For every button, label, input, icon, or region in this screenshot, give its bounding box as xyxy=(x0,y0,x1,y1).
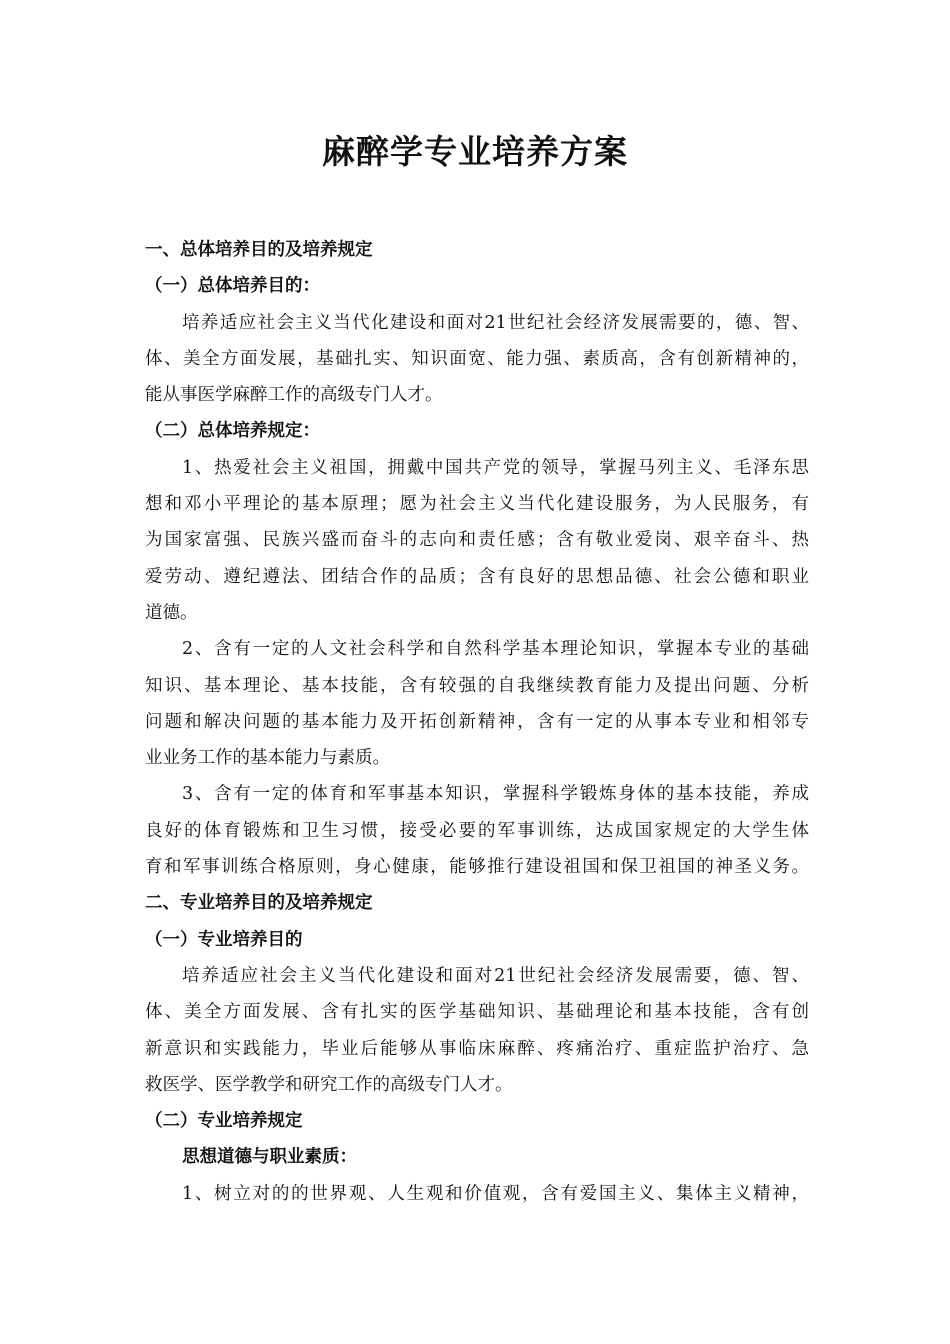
paragraph-line: 3、含有一定的体育和军事基本知识，掌握科学锻炼身体的基本技能，养成 xyxy=(182,784,809,805)
paragraph-line: 体、美全方面发展、含有扎实的医学基础知识、基础理论和基本技能，含有创 xyxy=(145,1002,809,1023)
section-heading: （一）总体培养目的： xyxy=(145,276,320,297)
paragraph-line: 爱劳动、遵纪遵法、团结合作的品质；含有良好的思想品德、社会公德和职业 xyxy=(145,566,809,587)
section-heading: （二）专业培养规定 xyxy=(145,1111,303,1132)
paragraph-line: 知识、基本理论、基本技能，含有较强的自我继续教育能力及提出问题、分析 xyxy=(145,675,809,696)
paragraph-line: 业业务工作的基本能力与素质。 xyxy=(145,748,390,769)
paragraph-line: 1、树立对的的世界观、人生观和价值观，含有爱国主义、集体主义精神， xyxy=(182,1183,809,1204)
document-title: 麻醉学专业培养方案 xyxy=(322,132,628,171)
section-heading: （一）专业培养目的 xyxy=(145,929,303,950)
paragraph-line: 育和军事训练合格原则，身心健康，能够推行建设祖国和保卫祖国的神圣义务。 xyxy=(145,857,809,878)
paragraph-line: 想和邓小平理论的基本原理；愿为社会主义当代化建设服务，为人民服务，有 xyxy=(145,494,809,515)
section-heading: 一、总体培养目的及培养规定 xyxy=(145,240,373,260)
section-heading: 思想道德与职业素质： xyxy=(182,1147,357,1168)
paragraph-line: 问题和解决问题的基本能力及开拓创新精神，含有一定的从事本专业和相邻专 xyxy=(145,711,809,732)
paragraph-line: 为国家富强、民族兴盛而奋斗的志向和责任感；含有敬业爱岗、艰辛奋斗、热 xyxy=(145,530,809,551)
paragraph-line: 培养适应社会主义当代化建设和面对21世纪社会经济发展需要，德、智、 xyxy=(182,965,809,986)
paragraph-line: 1、热爱社会主义祖国，拥戴中国共产党的领导，掌握马列主义、毛泽东思 xyxy=(182,457,809,478)
paragraph-line: 能从事医学麻醉工作的高级专门人才。 xyxy=(145,385,443,406)
section-heading: 二、专业培养目的及培养规定 xyxy=(145,893,373,914)
paragraph-line: 体、美全方面发展，基础扎实、知识面宽、能力强、素质高，含有创新精神的， xyxy=(145,348,809,369)
section-heading: （二）总体培养规定： xyxy=(145,421,320,442)
paragraph-line: 救医学、医学教学和研究工作的高级专门人才。 xyxy=(145,1074,513,1095)
paragraph-line: 新意识和实践能力，毕业后能够从事临床麻醉、疼痛治疗、重症监护治疗、急 xyxy=(145,1038,809,1059)
paragraph-line: 道德。 xyxy=(145,602,198,623)
paragraph-line: 良好的体育锻炼和卫生习惯，接受必要的军事训练，达成国家规定的大学生体 xyxy=(145,820,809,841)
paragraph-line: 培养适应社会主义当代化建设和面对21世纪社会经济发展需要的，德、智、 xyxy=(182,312,809,333)
paragraph-line: 2、含有一定的人文社会科学和自然科学基本理论知识，掌握本专业的基础 xyxy=(182,639,809,660)
document-body xyxy=(145,232,809,1212)
